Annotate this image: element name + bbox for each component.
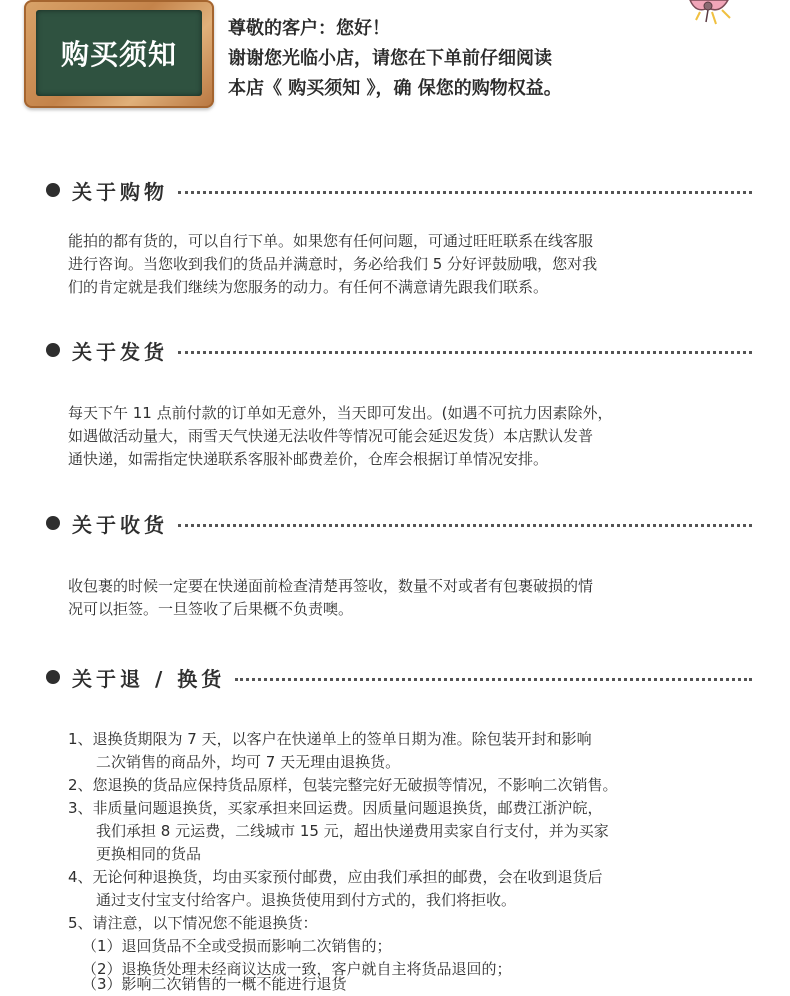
list-item: （1）退回货品不全或受损而影响二次销售的； (82, 937, 392, 955)
section-heading-returns (46, 662, 752, 692)
chalkboard (36, 10, 202, 96)
dotted-divider (178, 191, 752, 194)
list-item: 二次销售的商品外，均可 7 天无理由退换货。 (96, 753, 401, 771)
bullet-icon (46, 343, 60, 357)
section-heading-shopping (46, 175, 752, 205)
list-item: 3、非质量问题退换货，买家承担来回运费。因质量问题退换货，邮费江浙沪皖， (68, 799, 603, 817)
section-heading-shipping (46, 335, 752, 365)
list-item: 1、退换货期限为 7 天，以客户在快递单上的签单日期为准。除包装开封和影响 (68, 730, 592, 748)
section-title: 关于收货 (72, 512, 168, 537)
list-item: 通过支付宝支付给客户。退换货使用到付方式的，我们将拒收。 (96, 891, 517, 909)
list-item: 5、请注意，以下情况您不能退换货： (68, 914, 318, 932)
bullet-icon (46, 670, 60, 684)
body-line: 进行咨询。当您收到我们的货品并满意时，务必给我们 5 分好评鼓励哦，您对我 (68, 255, 598, 273)
list-item: 4、无论何种退换货，均由买家预付邮费，应由我们承担的邮费，会在收到退货后 (68, 868, 603, 886)
body-line: 如遇做活动量大，雨雪天气快递无法收件等情况可能会延迟发货）本店默认发普 (68, 427, 594, 445)
dotted-divider (178, 524, 752, 527)
greeting-line: 本店《 购买须知 》，确 保您的购物权益。 (228, 78, 562, 99)
body-line: 况可以拒签。一旦签收了后果概不负责噢。 (68, 600, 354, 618)
list-item: （3）影响二次销售的一概不能进行退货 (82, 975, 347, 993)
body-line: 能拍的都有货的，可以自行下单。如果您有任何问题，可通过旺旺联系在线客服 (68, 232, 594, 250)
section-title: 关于发货 (72, 339, 168, 364)
greeting-line: 尊敬的客户：您好！ (228, 18, 390, 39)
section-body-shipping (68, 402, 728, 471)
body-line: 们的肯定就是我们继续为您服务的动力。有任何不满意请先跟我们联系。 (68, 278, 549, 296)
list-item: 我们承担 8 元运费，二线城市 15 元，超出快递费用卖家自行支付，并为买家 (96, 822, 609, 840)
list-item: 更换相同的货品 (96, 845, 202, 863)
bullet-icon (46, 183, 60, 197)
dotted-divider (235, 678, 752, 681)
list-item: 2、您退换的货品应保持货品原样，包装完整完好无破损等情况，不影响二次销售。 (68, 776, 618, 794)
greeting-line: 谢谢您光临小店，请您在下单前仔细阅读 (228, 48, 552, 69)
section-body-shopping (68, 230, 728, 299)
body-line: 收包裹的时候一定要在快递面前检查清楚再签收，数量不对或者有包裹破损的情 (68, 577, 594, 595)
greeting (228, 14, 562, 104)
bullet-icon (46, 516, 60, 530)
body-line: 通快递，如需指定快递联系客服补邮费差价，仓库会根据订单情况安排。 (68, 450, 549, 468)
decoration-icon (682, 0, 742, 30)
body-line: 每天下午 11 点前付款的订单如无意外，当天即可发出。(如遇不可抗力因素除外， (68, 404, 613, 422)
notice-board (24, 0, 214, 108)
dotted-divider (178, 351, 752, 354)
section-heading-receiving (46, 508, 752, 538)
section-body-receiving (68, 575, 728, 621)
section-title: 关于退 / 换货 (72, 666, 226, 691)
board-title: 购买须知 (60, 38, 177, 71)
section-title: 关于购物 (72, 179, 168, 204)
list-item: （2）退换货处理未经商议达成一致，客户就自主将货品退回的； (82, 960, 512, 978)
